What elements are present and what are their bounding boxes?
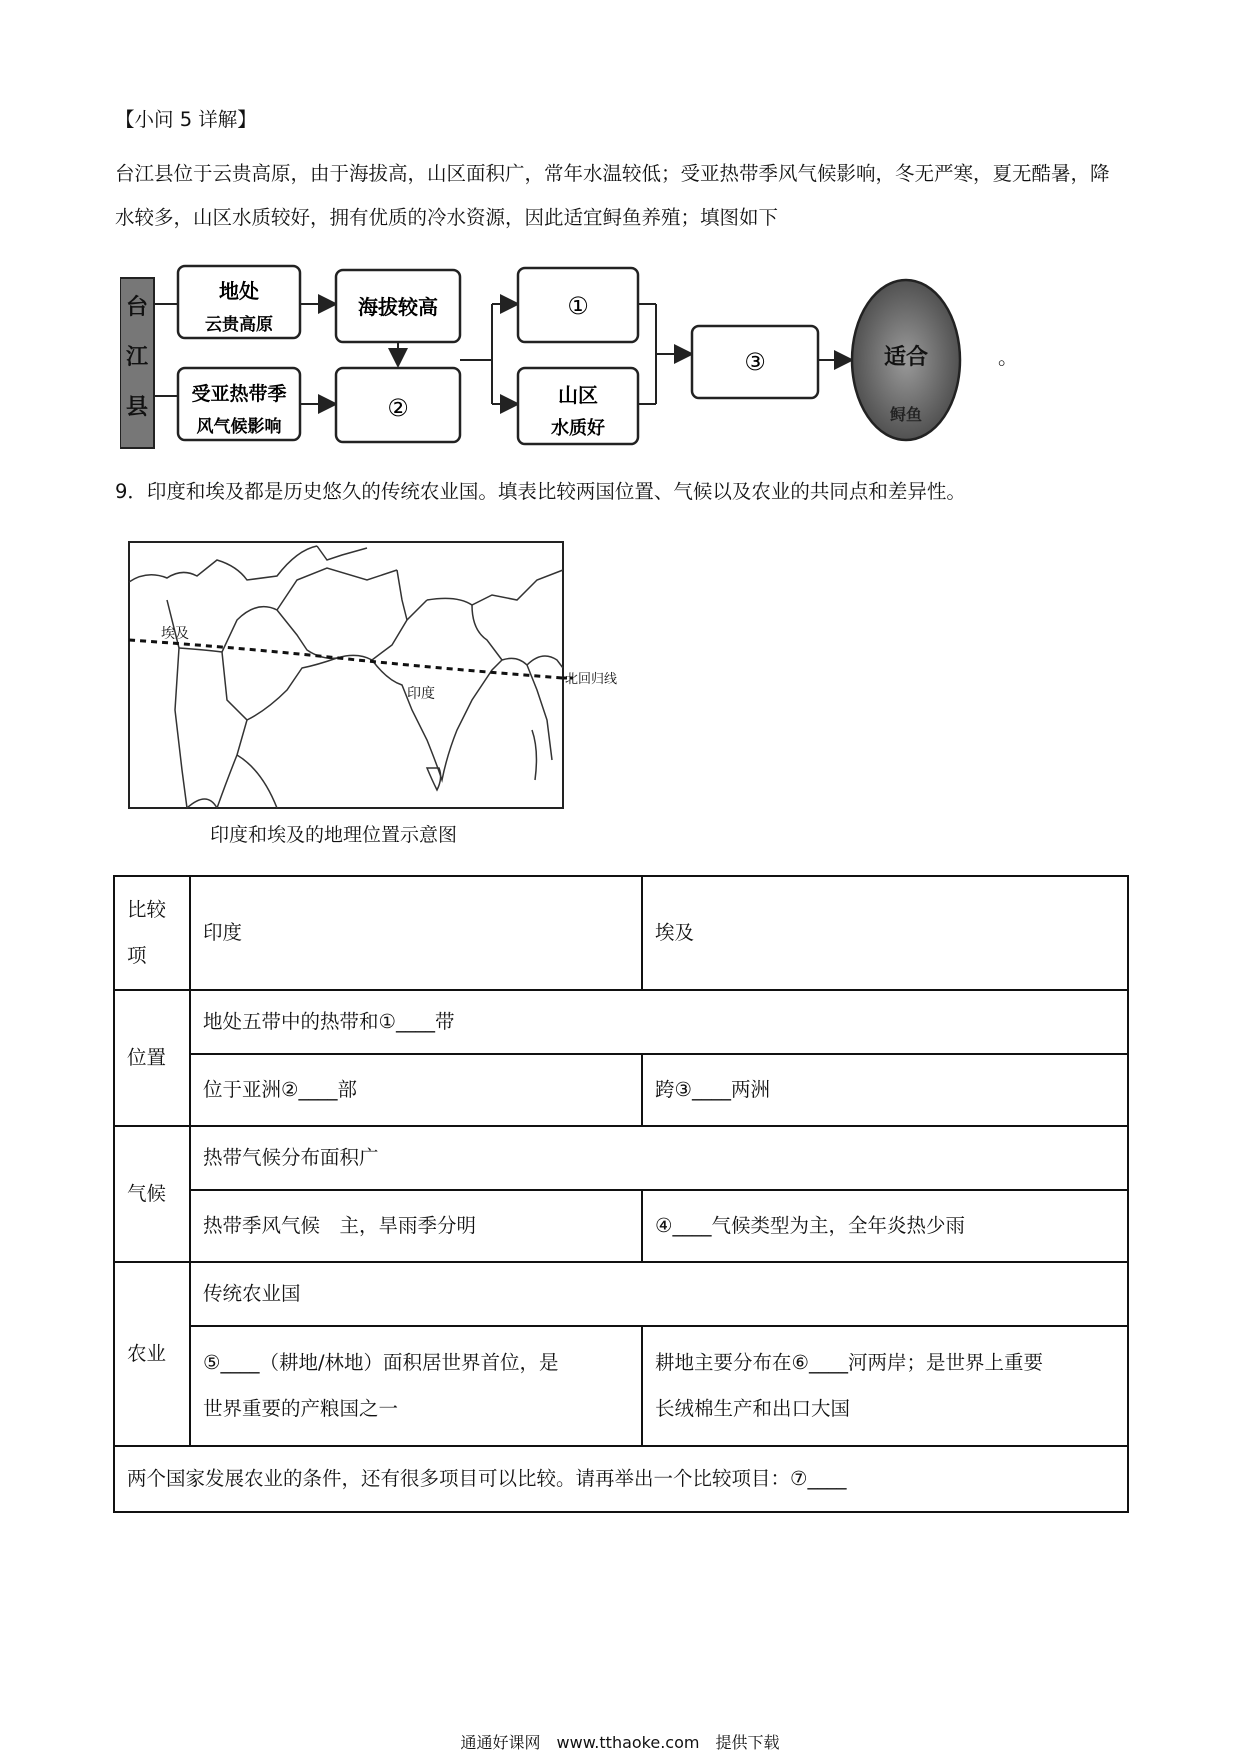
box-climate-line1: 受亚热带季 (191, 383, 287, 405)
box-climate-line2: 风气候影响 (196, 417, 282, 437)
header-egypt: 埃及 (642, 876, 1128, 990)
box-blank-3-text: ③ (744, 348, 766, 376)
section-heading: 【小问 5 详解】 (115, 108, 257, 131)
climate-egypt: ④____气候类型为主，全年炎热少雨 (642, 1190, 1128, 1262)
page-footer: 通通好课网 www.tthaoke.com 提供下载 (460, 1733, 780, 1752)
result-oval-subtext: 鲟鱼 (889, 405, 923, 424)
box-blank-1-text: ① (567, 292, 589, 320)
climate-row-diff (114, 1190, 1128, 1262)
agriculture-common: 传统农业国 (190, 1262, 1128, 1326)
flowchart (120, 264, 1120, 464)
map-caption: 印度和埃及的地理位置示意图 (210, 824, 458, 846)
position-row-common (114, 990, 1128, 1054)
flowchart-period: 。 (998, 345, 1018, 369)
position-india: 位于亚洲②____部 (190, 1054, 642, 1126)
agriculture-row-common (114, 1262, 1128, 1326)
climate-row-common (114, 1126, 1128, 1190)
county-char-3: 县 (125, 395, 149, 420)
result-oval-text: 适合 (883, 345, 929, 370)
county-char-2: 江 (125, 345, 149, 370)
agriculture-india-line2: 世界重要的产粮国之一 (203, 1397, 399, 1420)
climate-common: 热带气候分布面积广 (190, 1126, 1128, 1190)
table-header-row (114, 876, 1128, 990)
box-water-line2: 水质好 (551, 418, 605, 439)
box-blank-2-text: ② (387, 394, 409, 422)
label-position: 位置 (114, 990, 190, 1126)
label-tropic-of-cancer: 北回归线 (565, 672, 618, 687)
box-altitude-text: 海拔较高 (358, 295, 438, 319)
box-location-line2: 云贵高原 (205, 315, 273, 335)
map-frame (129, 542, 563, 808)
box-location-line1: 地处 (219, 279, 259, 303)
agriculture-india (190, 1326, 642, 1446)
comparison-table (113, 875, 1129, 1513)
position-egypt: 跨③____两洲 (642, 1054, 1128, 1126)
agriculture-egypt-line2: 长绒棉生产和出口大国 (655, 1397, 851, 1420)
extra-item-text: 两个国家发展农业的条件，还有很多项目可以比较。请再举出一个比较项目：⑦____ (114, 1446, 1128, 1512)
county-char-1: 台 (125, 295, 149, 320)
climate-india: 热带季风气候 主，旱雨季分明 (190, 1190, 642, 1262)
label-india: 印度 (407, 686, 435, 702)
label-climate: 气候 (114, 1126, 190, 1262)
agriculture-india-line1: ⑤____（耕地/林地）面积居世界首位，是 (203, 1351, 559, 1374)
position-common: 地处五带中的热带和①____带 (190, 990, 1128, 1054)
question-9: 9．印度和埃及都是历史悠久的传统农业国。填表比较两国位置、气候以及农业的共同点和差异性。 (115, 480, 966, 503)
agriculture-row-diff (114, 1326, 1128, 1446)
label-agriculture: 农业 (114, 1262, 190, 1446)
extra-item-row (114, 1446, 1128, 1512)
header-compare-item-line2: 项 (127, 944, 147, 967)
answer-paragraph: 台江县位于云贵高原，由于海拔高，山区面积广，常年水温较低；受亚热带季风气候影响，冬无严寒，夏无酷暑，降水较多，山区水质较好，拥有优质的冷水资源，因此适宜鲟鱼养殖；填图如下 (115, 162, 1110, 229)
position-row-diff (114, 1054, 1128, 1126)
map-figure (127, 540, 627, 815)
header-india: 印度 (190, 876, 642, 990)
box-water-line1: 山区 (558, 383, 598, 407)
agriculture-egypt-line1: 耕地主要分布在⑥____河两岸；是世界上重要 (655, 1351, 1043, 1374)
header-compare-item (114, 876, 190, 990)
label-egypt: 埃及 (161, 626, 189, 642)
agriculture-egypt (642, 1326, 1128, 1446)
header-compare-item-line1: 比较 (127, 898, 167, 921)
